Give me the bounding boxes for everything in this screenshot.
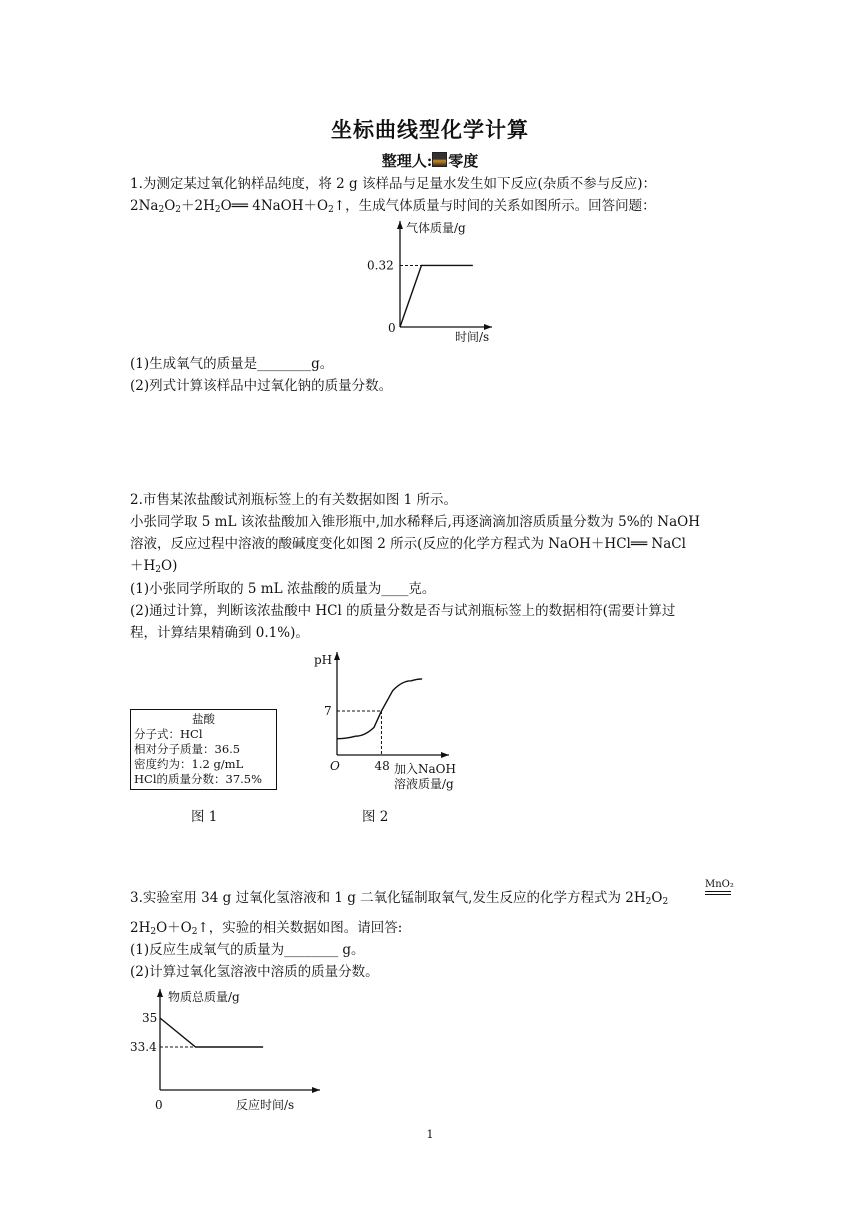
- q2-ph-titration-chart: [310, 648, 480, 796]
- q3-eq-sub: 2: [645, 897, 652, 907]
- chart1-ylabel: 气体质量/g: [406, 221, 466, 235]
- q2-sub1: (1)小张同学所取的 5 mL 浓盐酸的质量为____克。: [130, 581, 436, 597]
- chart2-x-arrow-icon: [441, 752, 449, 758]
- chart3-y-tick-label: 33.4: [130, 1040, 157, 1054]
- q2-stem-line4: [130, 556, 177, 576]
- sunset-avatar-icon: [432, 152, 447, 167]
- q1-sub1: (1)生成氧气的质量是________g。: [130, 356, 334, 372]
- label-density: 密度约为：1.2 g/mL: [134, 757, 244, 771]
- q3-stem-line2: [130, 918, 402, 938]
- q2-sub2-line1: (2)通过计算，判断该浓盐酸中 HCl 的质量分数是否与试剂瓶标签上的数据相符(需要计算过: [130, 603, 676, 619]
- q3-eq-sub: 2: [150, 927, 157, 937]
- q1-eq-part: 2Na: [130, 198, 159, 214]
- q3-eq-part: O＋O: [156, 920, 192, 936]
- chart3-xlabel: 反应时间/s: [236, 1098, 295, 1112]
- q1-eq-part: ↑，生成气体质量与时间的关系如图所示。回答问题：: [333, 198, 656, 214]
- label-heading: 盐酸: [192, 712, 215, 726]
- label-formula: 分子式：HCl: [134, 727, 203, 741]
- chart2-y-tick-label: 7: [324, 704, 332, 718]
- chart1-origin-label: 0: [388, 321, 396, 335]
- q3-eq-part: 3.实验室用 34 g 过氧化氢溶液和 1 g 二氧化锰制取氧气,发生反应的化学方程式为 2H: [130, 890, 646, 906]
- q2-stem-line2: 小张同学取 5 mL 该浓盐酸加入锥形瓶中,加水稀释后,再逐滴滴加溶质质量分数为 5%的 NaOH: [130, 514, 701, 530]
- reagent-label-figure: [130, 709, 277, 790]
- figure1-caption: 图 1: [191, 809, 218, 825]
- label-molar-mass: 相对分子质量：36.5: [134, 742, 241, 756]
- q2-eq-part: O): [161, 558, 178, 574]
- catalyst-label: MnO₂: [705, 879, 734, 890]
- q1-sub2: (2)列式计算该样品中过氧化钠的质量分数。: [130, 378, 393, 394]
- q2-eq-part: ＋H: [130, 558, 156, 574]
- label-fraction: HCl的质量分数：37.5%: [134, 772, 263, 786]
- chart3-ylabel: 物质总质量/g: [168, 990, 240, 1004]
- chart2-series-line: [337, 679, 422, 739]
- q3-eq-part: O: [651, 890, 663, 906]
- chart3-origin-label: 0: [155, 1098, 163, 1112]
- organizer-line: [0, 150, 860, 171]
- chart2-xlabel-line1: 加入NaOH: [394, 762, 456, 776]
- chart3-y-arrow-icon: [157, 989, 163, 997]
- chart3-y-tick-label: 35: [142, 1011, 158, 1025]
- q3-eq-part: 2H: [130, 920, 151, 936]
- q2-sub2-line2: 程，计算结果精确到 0.1%)。: [130, 625, 309, 641]
- q1-eq-part: ＋2H: [181, 198, 215, 214]
- q3-sub1: (1)反应生成氧气的质量为________ g。: [130, 942, 365, 958]
- q1-eq-sub: 2: [175, 205, 181, 215]
- q1-eq-sub: 2: [158, 205, 165, 215]
- document-title: 坐标曲线型化学计算: [331, 118, 529, 142]
- q3-sub2: (2)计算过氧化氢溶液中溶质的质量分数。: [130, 964, 379, 980]
- page-number: 1: [426, 1128, 434, 1141]
- figure2-caption: 图 2: [362, 809, 389, 825]
- chart2-ylabel: pH: [314, 653, 333, 667]
- q3-eq-part: ↑，实验的相关数据如图。请回答:: [197, 920, 403, 936]
- q3-eq-sub: 2: [191, 927, 198, 937]
- chart2-xlabel-line2: 溶液质量/g: [394, 777, 454, 791]
- q1-eq-sub: 2: [328, 205, 334, 215]
- chart2-y-arrow-icon: [334, 652, 340, 660]
- q1-eq-part: O══ 4NaOH＋O: [220, 198, 329, 214]
- chart1-series-line: [400, 265, 473, 327]
- chart3-x-arrow-icon: [312, 1087, 320, 1093]
- q2-stem-line1: 2.市售某浓盐酸试剂瓶标签上的有关数据如图 1 所示。: [130, 492, 458, 508]
- q1-stem-line2: [130, 196, 656, 216]
- reaction-equals-sign: [705, 891, 731, 895]
- chart3-series-line: [160, 1018, 263, 1047]
- q1-eq-part: O: [164, 198, 176, 214]
- catalyst-condition: [705, 879, 734, 895]
- q3-eq-sub: 2: [662, 897, 669, 907]
- q1-stem-line1: 1.为测定某过氧化钠样品纯度，将 2 g 该样品与足量水发生如下反应(杂质不参与反应)：: [130, 176, 657, 192]
- q3-total-mass-chart: [128, 985, 328, 1115]
- chart2-x-tick-label: 48: [374, 759, 390, 773]
- q1-eq-sub: 2: [214, 205, 221, 215]
- chart2-origin-label: O: [330, 759, 340, 773]
- q2-stem-line3: 溶液，反应过程中溶液的酸碱度变化如图 2 所示(反应的化学方程式为 NaOH＋HCl══ NaCl: [130, 536, 686, 552]
- chart1-xlabel: 时间/s: [455, 330, 490, 344]
- q2-eq-sub: 2: [155, 565, 162, 575]
- organizer-prefix: 整理人:: [381, 152, 433, 170]
- chart1-y-arrow-icon: [397, 221, 403, 229]
- q1-gas-mass-chart: [355, 215, 505, 345]
- organizer-name: 零度: [448, 152, 479, 170]
- chart1-y-tick-label: 0.32: [367, 258, 394, 273]
- q3-stem-line1: [130, 888, 668, 908]
